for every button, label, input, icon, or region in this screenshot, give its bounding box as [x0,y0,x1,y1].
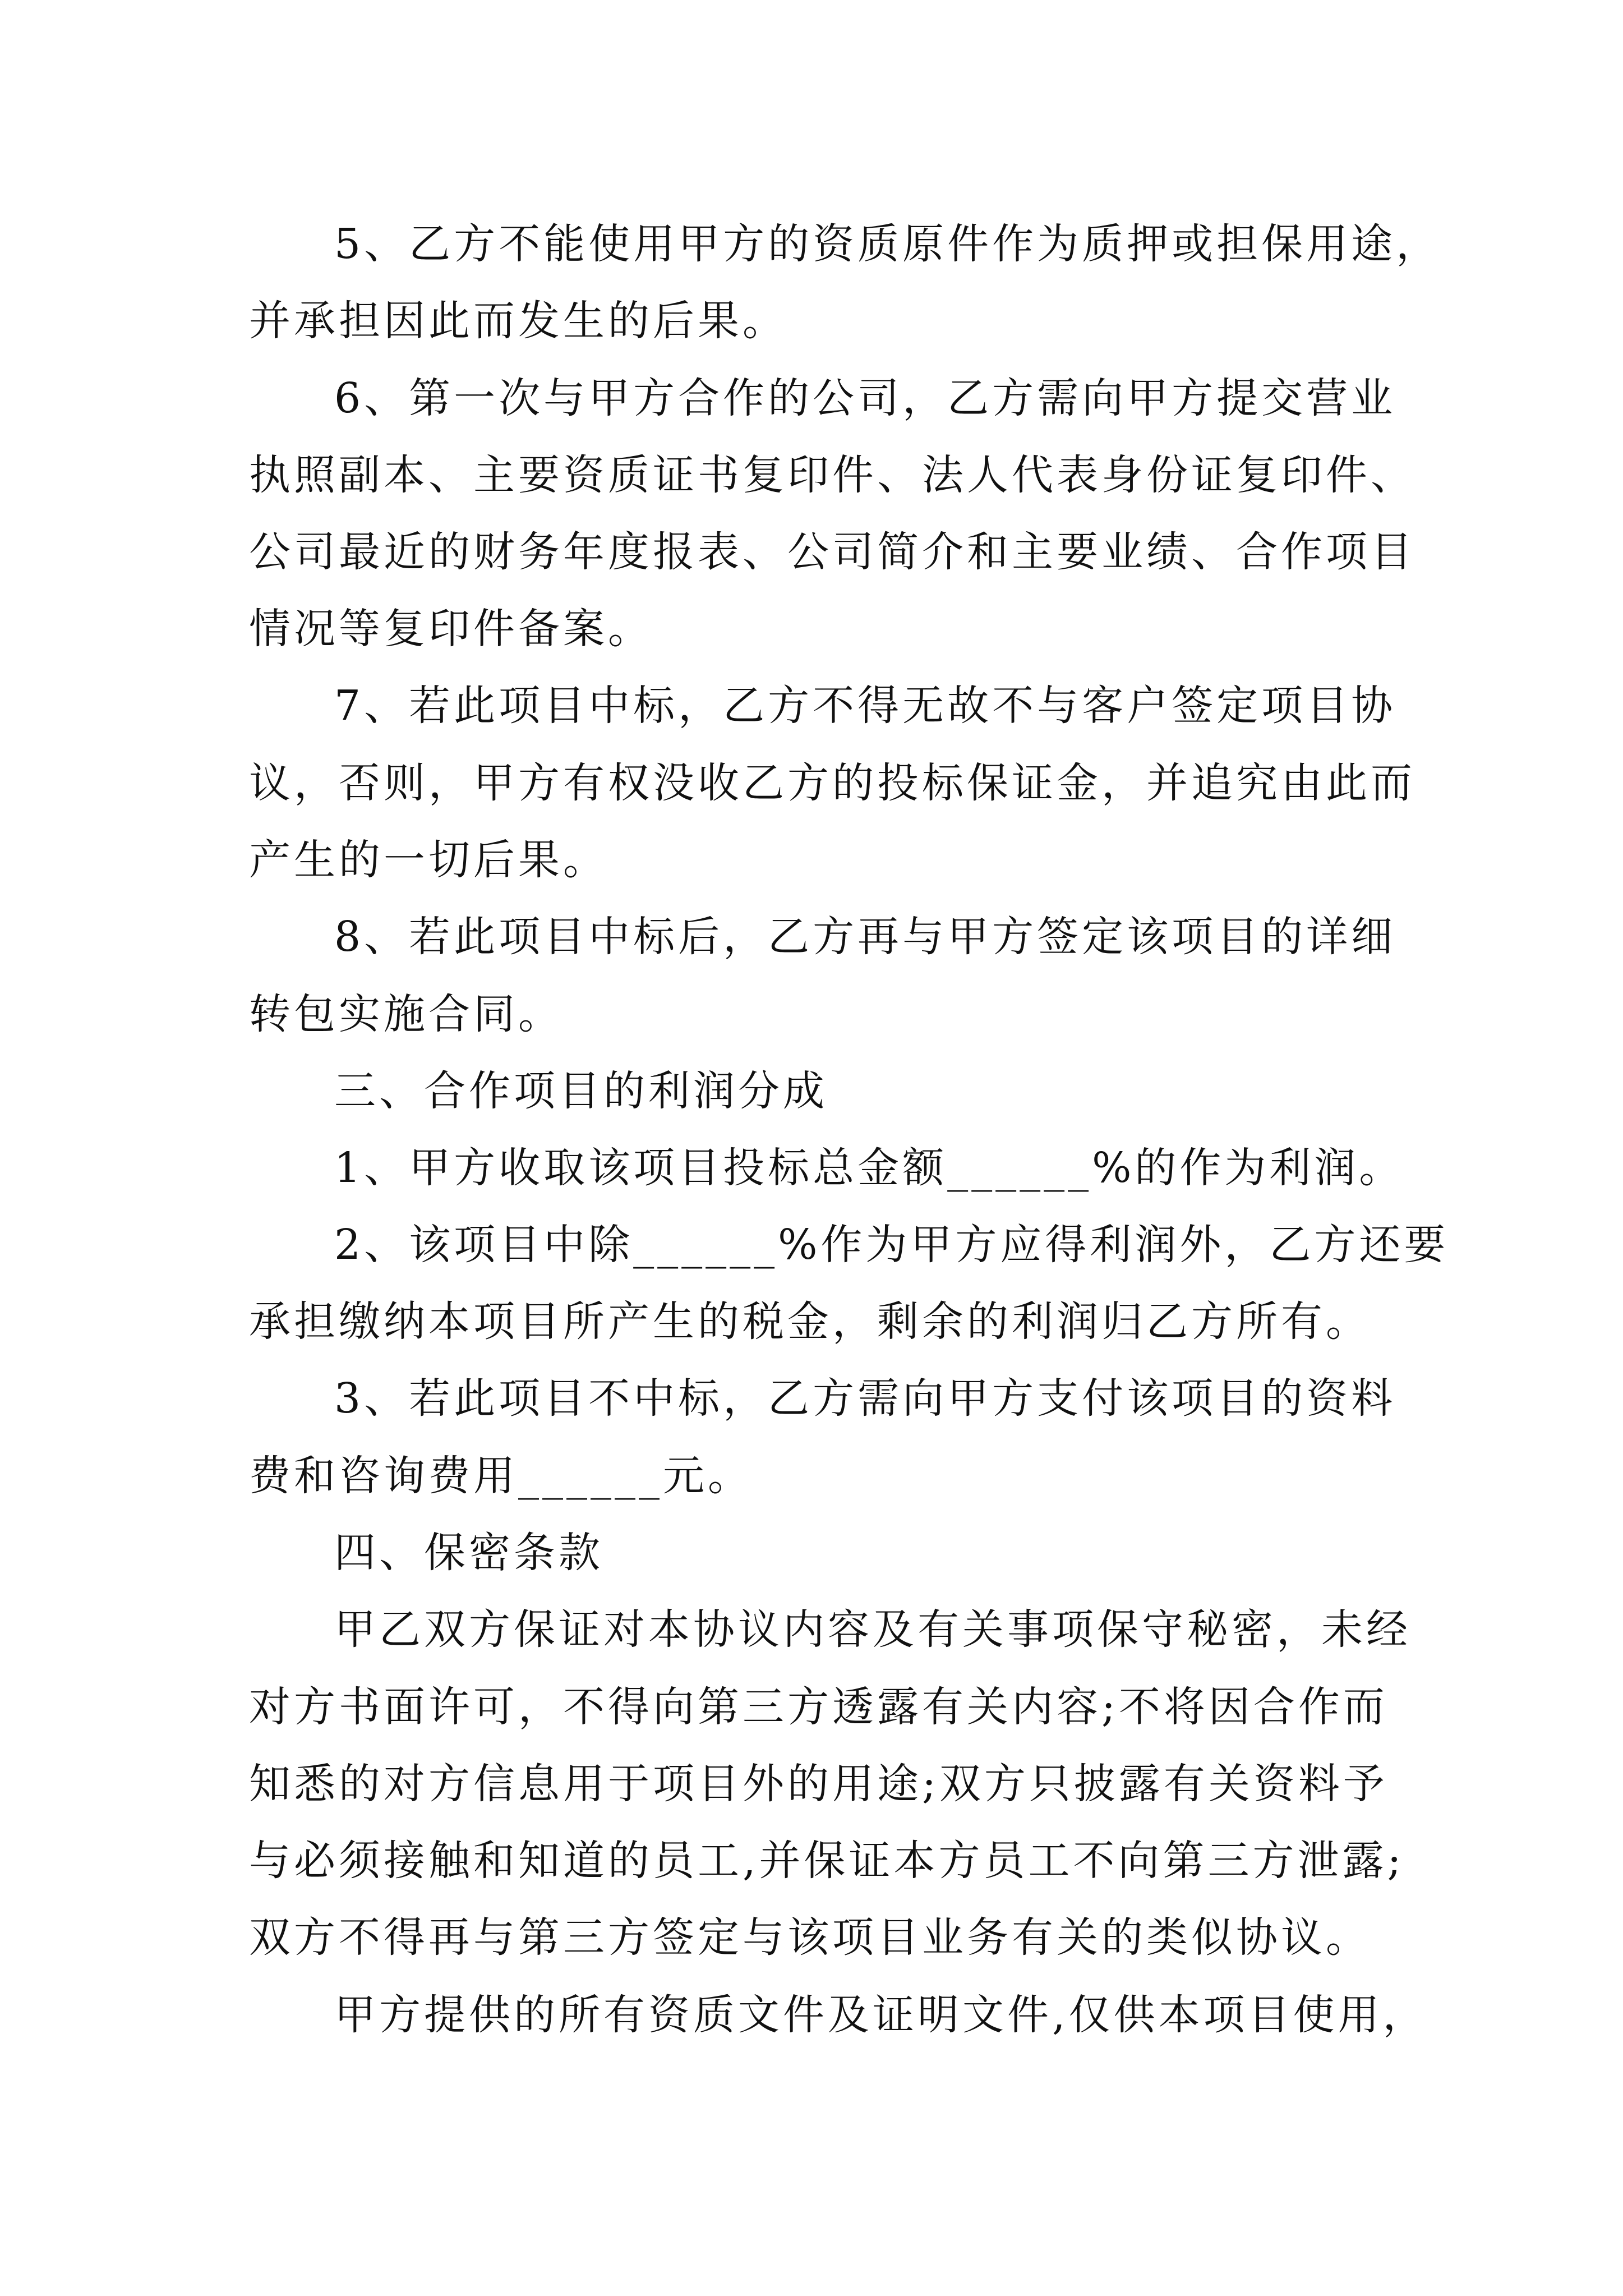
text-line: 1、甲方收取该项目投标总金额______%的作为利润。 [334,1144,1404,1192]
text-line: 并承担因此而发生的后果。 [249,297,787,345]
text-line: 情况等复印件备案。 [249,605,653,653]
text-line: 公司最近的财务年度报表、公司简介和主要业绩、合作项目 [249,528,1415,576]
text-line: 执照副本、主要资质证书复印件、法人代表身份证复印件、 [249,451,1415,499]
text-line: 5、乙方不能使用甲方的资质原件作为质押或担保用途， [334,220,1441,268]
section-heading: 三、合作项目的利润分成 [334,1067,828,1115]
text-line: 承担缴纳本项目所产生的税金，剩余的利润归乙方所有。 [249,1297,1371,1346]
text-line: 费和咨询费用______元。 [249,1452,753,1500]
text-line: 与必须接触和知道的员工,并保证本方员工不向第三方泄露; [249,1837,1405,1885]
text-line: 对方书面许可，不得向第三方透露有关内容;不将因合作而 [249,1683,1388,1731]
text-line: 2、该项目中除______%作为甲方应得利润外，乙方还要 [334,1221,1449,1269]
text-line: 7、若此项目中标，乙方不得无故不与客户签定项目协 [334,682,1396,730]
text-line: 甲方提供的所有资质文件及证明文件,仅供本项目使用， [334,1991,1428,2039]
section-heading: 四、保密条款 [334,1529,603,1577]
text-line: 双方不得再与第三方签定与该项目业务有关的类似协议。 [249,1913,1371,1962]
text-line: 8、若此项目中标后，乙方再与甲方签定该项目的详细 [334,913,1396,961]
text-line: 3、若此项目不中标，乙方需向甲方支付该项目的资料 [334,1374,1396,1423]
text-line: 产生的一切后果。 [249,836,608,884]
text-line: 转包实施合同。 [249,990,563,1038]
text-line: 6、第一次与甲方合作的公司，乙方需向甲方提交营业 [334,374,1396,422]
text-line: 议，否则，甲方有权没收乙方的投标保证金，并追究由此而 [249,759,1415,807]
text-line: 知悉的对方信息用于项目外的用途;双方只披露有关资料予 [249,1760,1388,1808]
text-line: 甲乙双方保证对本协议内容及有关事项保守秘密，未经 [334,1605,1411,1654]
